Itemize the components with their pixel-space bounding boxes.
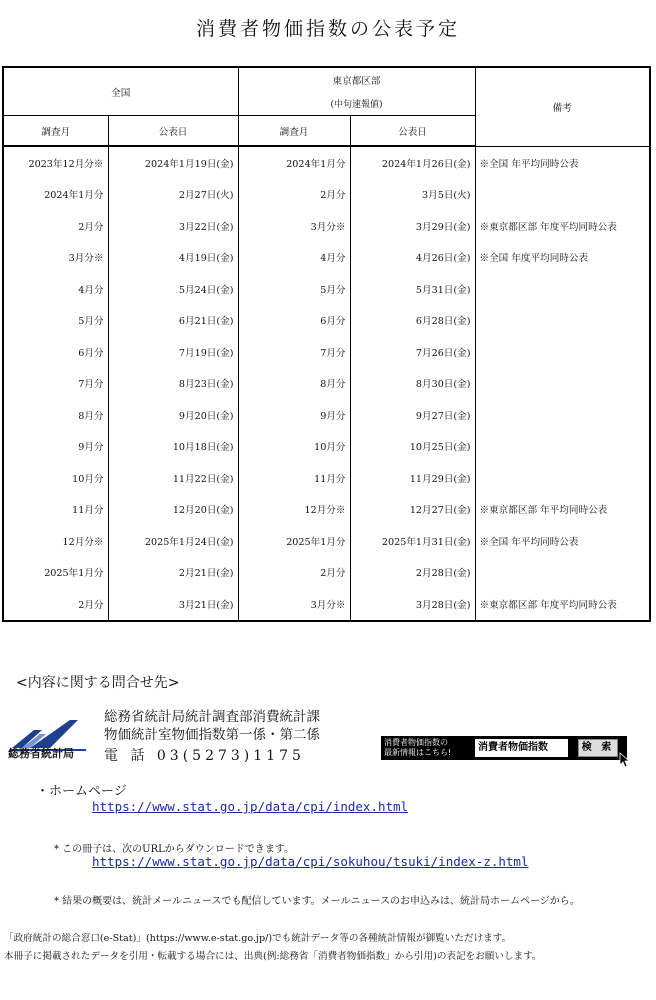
tokyo-survey-month: 8月分 [238,368,350,400]
tokyo-release-date: 8月30日(金) [350,368,475,400]
header-release-date-national: 公表日 [108,116,238,147]
mail-news-note: * 結果の概要は、統計メールニュースでも配信しています。メールニュースのお申込みは、統計局ホームページから。 [54,896,580,907]
table-row [3,368,650,400]
search-input[interactable]: 消費者物価指数 [475,739,568,757]
table-row [3,557,650,589]
national-survey-month: 12月分※ [3,525,108,557]
table-row [3,431,650,463]
national-release-date: 6月21日(金) [108,305,238,337]
remark [475,399,650,431]
remark [475,336,650,368]
national-survey-month: 11月分 [3,494,108,526]
header-national: 全国 [3,67,238,116]
national-release-date: 12月20日(金) [108,494,238,526]
tokyo-survey-month: 2月分 [238,179,350,211]
tokyo-release-date: 12月27日(金) [350,494,475,526]
tokyo-survey-month: 2月分 [238,557,350,589]
page-title: 消費者物価指数の公表予定 [195,18,460,40]
national-survey-month: 6月分 [3,336,108,368]
national-release-date: 3月22日(金) [108,210,238,242]
header-tokyo: 東京都区部 [238,67,475,92]
header-survey-month-tokyo: 調査月 [238,116,350,147]
tokyo-survey-month: 5月分 [238,273,350,305]
search-banner [381,736,627,760]
table-row [3,494,650,526]
header-remarks: 備考 [475,67,650,146]
national-survey-month: 2024年1月分 [3,179,108,211]
homepage-label: ・ホームページ [36,784,127,799]
table-row [3,462,650,494]
download-note: * この冊子は、次のURLからダウンロードできます。 [54,844,294,855]
tokyo-release-date: 2025年1月31日(金) [350,525,475,557]
download-link[interactable]: https://www.stat.go.jp/data/cpi/sokuhou/tsuki/index-z.html [92,854,529,869]
national-survey-month: 2025年1月分 [3,557,108,589]
tokyo-survey-month: 7月分 [238,336,350,368]
remark: ※全国 年度平均同時公表 [475,242,650,274]
header-tokyo-sub: (中旬速報値) [238,92,475,116]
search-label-line-2: 最新情報はこちら! [384,748,452,757]
tokyo-release-date: 7月26日(金) [350,336,475,368]
tokyo-survey-month: 12月分※ [238,494,350,526]
tokyo-release-date: 3月28日(金) [350,588,475,621]
national-survey-month: 2023年12月分※ [3,146,108,179]
national-survey-month: 2月分 [3,210,108,242]
remark: ※全国 年平均同時公表 [475,146,650,179]
table-row [3,242,650,274]
tokyo-release-date: 5月31日(金) [350,273,475,305]
remark [475,557,650,589]
tokyo-survey-month: 2025年1月分 [238,525,350,557]
footer-estat-note: 「政府統計の総合窓口(e-Stat)」(https://www.e-stat.go.jp/)でも統計データ等の各種統計情報が御覧いただけます。 [4,933,512,944]
tokyo-survey-month: 9月分 [238,399,350,431]
tokyo-release-date: 3月29日(金) [350,210,475,242]
national-release-date: 9月20日(金) [108,399,238,431]
table-row [3,273,650,305]
national-release-date: 4月19日(金) [108,242,238,274]
national-survey-month: 10月分 [3,462,108,494]
national-release-date: 8月23日(金) [108,368,238,400]
national-release-date: 5月24日(金) [108,273,238,305]
table-row [3,399,650,431]
header-survey-month-national: 調査月 [3,116,108,147]
tokyo-release-date: 2024年1月26日(金) [350,146,475,179]
remark [475,179,650,211]
footer-citation-note: 本冊子に掲載されたデータを引用・転載する場合には、出典(例:総務省「消費者物価指数」から引用)の表記をお願いします。 [4,951,542,962]
remark: ※全国 年平均同時公表 [475,525,650,557]
tokyo-release-date: 2月28日(金) [350,557,475,589]
national-release-date: 2024年1月19日(金) [108,146,238,179]
national-survey-month: 4月分 [3,273,108,305]
header-release-date-tokyo: 公表日 [350,116,475,147]
search-banner-label [384,738,451,758]
tokyo-release-date: 3月5日(火) [350,179,475,211]
tokyo-survey-month: 3月分※ [238,588,350,621]
table-row [3,588,650,621]
table-row [3,146,650,179]
remark [475,273,650,305]
search-label-line-1: 消費者物価指数の [384,738,448,747]
contact-organization [104,708,320,744]
release-schedule-table [2,66,651,622]
tokyo-survey-month: 3月分※ [238,210,350,242]
remark [475,368,650,400]
table-row [3,305,650,337]
table-row [3,525,650,557]
mouse-cursor-icon [619,752,631,768]
remark [475,462,650,494]
national-release-date: 11月22日(金) [108,462,238,494]
remark [475,305,650,337]
contact-phone: 電 話 03(5273)1175 [104,748,305,764]
tokyo-release-date: 4月26日(金) [350,242,475,274]
national-survey-month: 8月分 [3,399,108,431]
remark: ※東京都区部 年平均同時公表 [475,494,650,526]
national-survey-month: 3月分※ [3,242,108,274]
logo-text: 総務省統計局 [8,747,74,760]
table-row [3,210,650,242]
table-row [3,336,650,368]
tokyo-survey-month: 4月分 [238,242,350,274]
tokyo-survey-month: 2024年1月分 [238,146,350,179]
national-release-date: 2025年1月24日(金) [108,525,238,557]
national-survey-month: 7月分 [3,368,108,400]
national-release-date: 7月19日(金) [108,336,238,368]
org-line-2: 物価統計室物価指数第一係・第二係 [104,727,320,743]
tokyo-survey-month: 11月分 [238,462,350,494]
national-release-date: 2月21日(金) [108,557,238,589]
remark: ※東京都区部 年度平均同時公表 [475,588,650,621]
org-line-1: 総務省統計局統計調査部消費統計課 [104,709,320,725]
tokyo-release-date: 10月25日(金) [350,431,475,463]
remark: ※東京都区部 年度平均同時公表 [475,210,650,242]
national-survey-month: 5月分 [3,305,108,337]
table-row [3,179,650,211]
homepage-link[interactable]: https://www.stat.go.jp/data/cpi/index.html [92,799,409,814]
tokyo-release-date: 9月27日(金) [350,399,475,431]
national-release-date: 2月27日(火) [108,179,238,211]
national-release-date: 3月21日(金) [108,588,238,621]
tokyo-release-date: 11月29日(金) [350,462,475,494]
tokyo-survey-month: 6月分 [238,305,350,337]
tokyo-survey-month: 10月分 [238,431,350,463]
contact-heading: <内容に関する問合せ先> [16,675,180,691]
search-button[interactable]: 検 索 [578,739,618,757]
remark [475,431,650,463]
national-survey-month: 2月分 [3,588,108,621]
tokyo-release-date: 6月28日(金) [350,305,475,337]
national-survey-month: 9月分 [3,431,108,463]
national-release-date: 10月18日(金) [108,431,238,463]
